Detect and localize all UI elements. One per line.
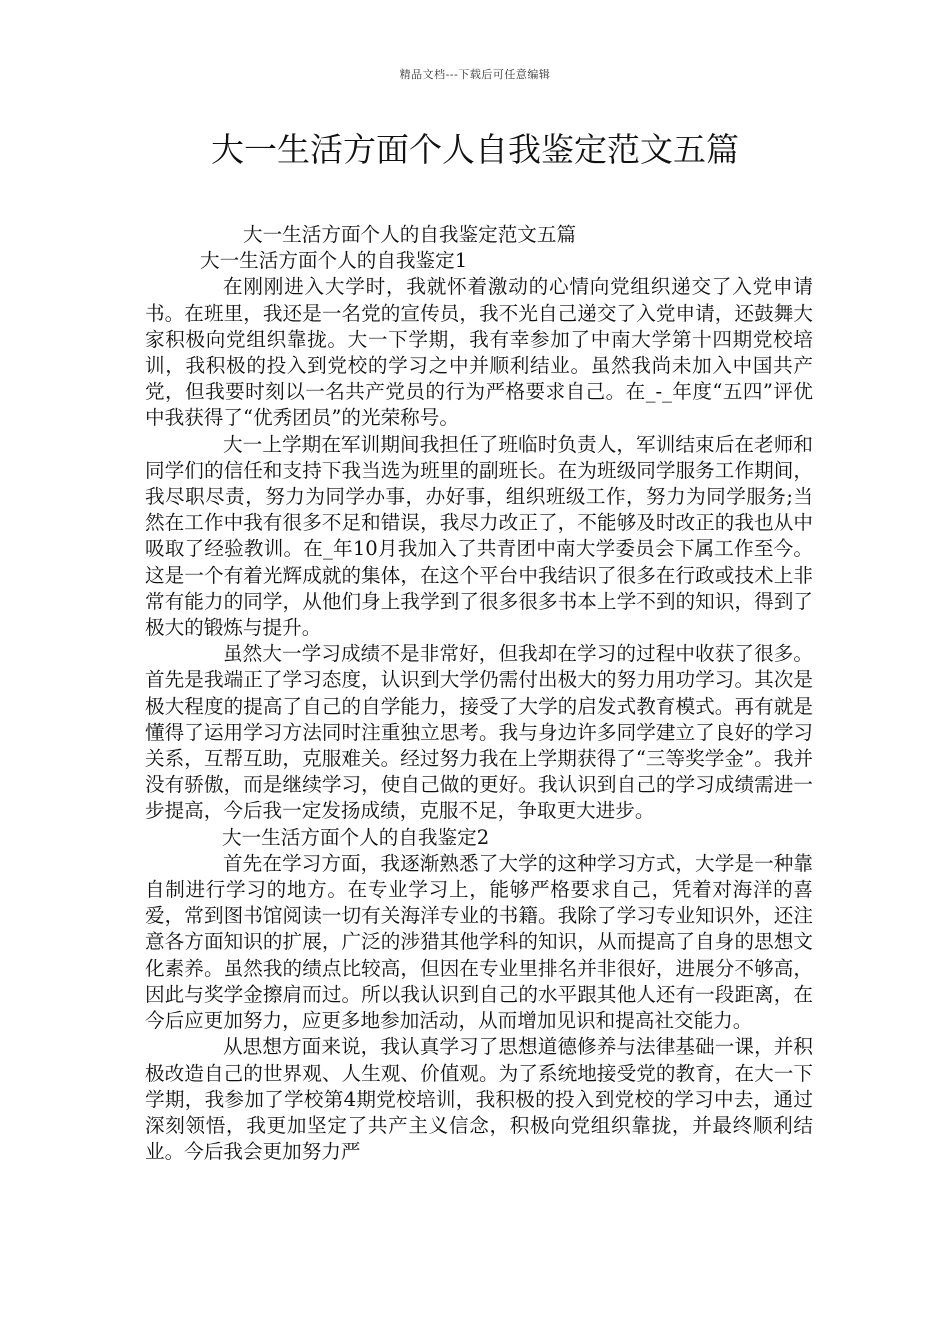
paragraph: 虽然大一学习成绩不是非常好，但我却在学习的过程中收获了很多。首先是我端正了学习态度，认识到大学仍需付出极大的努力用功学习。其次是极大程度的提高了自己的自学能力，接受了大学的启发式教育模式。再有就是懂得了运用学习方法同时注重独立思考。我与身边许多同学建立了良好的学习关系，互帮互助，克服难关。经过努力我在上学期获得了“三等奖学金”。我并没有骄傲，而是继续学习，使自己做的更好。我认识到自己的学习成绩需进一步提高，今后我一定发扬成绩，克服不足，争取更大进步。 [145, 642, 813, 823]
section-heading-2: 大一生活方面个人的自我鉴定2 [222, 825, 490, 849]
document-subtitle: 大一生活方面个人的自我鉴定范文五篇 [243, 223, 577, 246]
document-title: 大一生活方面个人自我鉴定范文五篇 [211, 130, 739, 169]
header-note: 精品文档---下载后可任意编辑 [399, 68, 551, 81]
paragraph: 首先在学习方面，我逐渐熟悉了大学的这种学习方式，大学是一种靠自制进行学习的地方。在专业学习上，能够严格要求自己，凭着对海洋的喜爱，常到图书馆阅读一切有关海洋专业的书籍。我除了学习专业知识外，还注意各方面知识的扩展，广泛的涉猎其他学科的知识，从而提高了自身的思想文化素养。虽然我的绩点比较高，但因在专业里排名并非很好，进展分不够高，因此与奖学金擦肩而过。所以我认识到自己的水平跟其他人还有一段距离，在今后应更加努力，应更多地参加活动，从而增加见识和提高社交能力。 [145, 851, 813, 1033]
paragraph: 大一上学期在军训期间我担任了班临时负责人，军训结束后在老师和同学们的信任和支持下我当选为班里的副班长。在为班级同学服务工作期间，我尽职尽责，努力为同学办事，办好事，组织班级工作，努力为同学服务;当然在工作中我有很多不足和错误，我尽力改正了，不能够及时改正的我也从中吸取了经验教训。在_年10月我加入了共青团中南大学委员会下属工作至今。这是一个有着光辉成就的集体，在这个平台中我结识了很多在行政或技术上非常有能力的同学，从他们身上我学到了很多很多书本上学不到的知识，得到了极大的锻炼与提升。 [145, 432, 813, 640]
paragraph: 在刚刚进入大学时，我就怀着激动的心情向党组织递交了入党申请书。在班里，我还是一名党的宣传员，我不光自己递交了入党申请，还鼓舞大家积极向党组织靠拢。大一下学期，我有幸参加了中南大学第十四期党校培训，我积极的投入到党校的学习之中并顺利结业。虽然我尚未加入中国共产党，但我要时刻以一名共产党员的行为严格要求自己。在_-_年度“五四”评优中我获得了“优秀团员”的光荣称号。 [145, 275, 813, 430]
section-heading-1: 大一生活方面个人的自我鉴定1 [200, 249, 468, 273]
paragraph: 从思想方面来说，我认真学习了思想道德修养与法律基础一课，并积极改造自己的世界观、人生观、价值观。为了系统地接受党的教育，在大一下学期，我参加了学校第4期党校培训，我积极的投入到党校的学习中去，通过深刻领悟，我更加坚定了共产主义信念，积极向党组织靠拢，并最终顺利结业。今后我会更加努力严 [145, 1035, 813, 1164]
document-body [145, 222, 813, 1165]
